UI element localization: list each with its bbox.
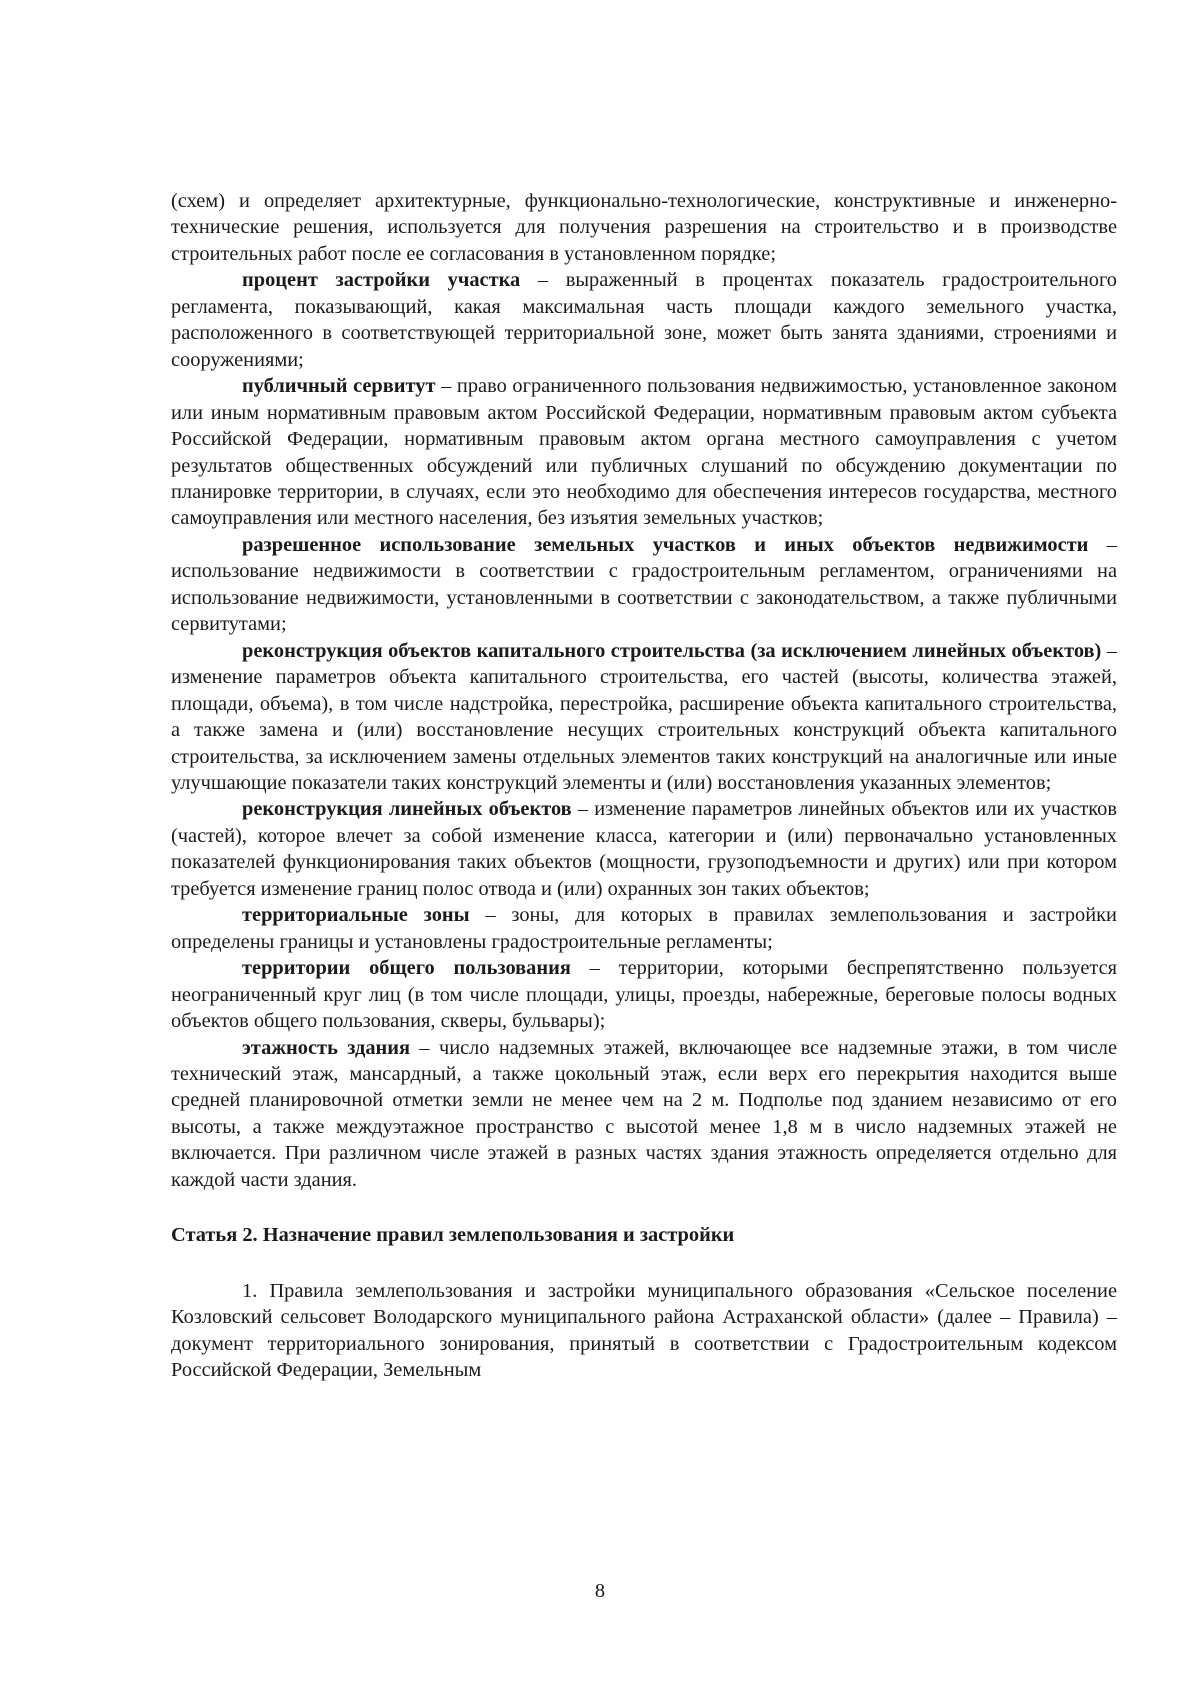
definition-text: – выраженный в процентах показатель градостроительного регламента, показывающий, какая максимальная часть площади каждого земельного участка, расположенного в соответствующей территориальной зоне, может быть занята зданиями, строениями и сооружениями; <box>171 269 1117 371</box>
paragraph-continuation <box>171 188 1117 267</box>
page-number: 8 <box>594 1580 606 1602</box>
paragraph-text: (схем) и определяет архитектурные, функционально-технологические, конструктивные и инженерно-технические решения, используется для получения разрешения на строительство и в производстве строительных работ после ее согласования в установленном порядке; <box>171 190 1117 265</box>
definition-text: – территории, которыми беспрепятственно пользуется неограниченный круг лиц (в том числе площади, улицы, проезды, набережные, береговые полосы водных объектов общего пользования, скверы, бульвары); <box>171 957 1117 1033</box>
definition-term: процент застройки участка <box>242 269 521 292</box>
definition-building-storeys <box>171 1035 1117 1194</box>
definition-reconstruction-capital <box>171 638 1117 797</box>
article-heading: Статья 2. Назначение правил землепользования и застройки <box>171 1224 735 1247</box>
definition-term: разрешенное использование земельных участков и иных объектов недвижимости <box>242 533 1089 556</box>
article-paragraph: 1. Правила землепользования и застройки муниципального образования «Сельское поселение Козловский сельсовет Володарского муниципального района Астраханской области» (далее – Правила) – документ территориального зонирования, принятый в соответствии с Градостроительным кодексом Российской Федерации, Земельным <box>171 1279 1117 1382</box>
definition-term: реконструкция объектов капитального строительства (за исключением линейных объектов) <box>242 639 1102 662</box>
definition-term: территориальные зоны <box>242 904 470 927</box>
document-page <box>171 188 1117 1383</box>
definition-text: – число надземных этажей, включающее все надземные этажи, в том числе технический этаж, мансардный, а также цокольный этаж, если верх его перекрытия находится выше средней планировочной отметки земли не менее чем на 2 м. Подполье под зданием независимо от его высоты, а также междуэтажное пространство с высотой менее 1,8 м в число надземных этажей не включается. При различном числе этажей в разных частях здания этажность определяется отдельно для каждой части здания. <box>171 1036 1117 1191</box>
definition-public-territories <box>171 955 1117 1034</box>
definition-term: этажность здания <box>242 1036 411 1059</box>
definition-text: – право ограниченного пользования недвижимостью, установленное законом или иным нормативным правовым актом Российской Федерации, нормативным правовым актом субъекта Российской Федерации, нормативным правовым актом органа местного самоуправления с учетом результатов общественных обсуждений или публичных слушаний по обсуждению документации по планировке территории, в случаях, если это необходимо для обеспечения интересов государства, местного самоуправления или местного населения, без изъятия земельных участков; <box>171 375 1117 530</box>
definition-text: – изменение параметров объекта капитального строительства, его частей (высоты, количества этажей, площади, объема), в том числе надстройка, перестройка, расширение объекта капитального строительства, а также замена и (или) восстановление несущих строительных конструкций объекта капитального строительства, за исключением замены отдельных элементов таких конструкций на аналогичные или иные улучшающие показатели таких конструкций элементы и (или) восстановления указанных элементов; <box>171 639 1118 794</box>
definition-text: – зоны, для которых в правилах землепользования и застройки определены границы и установлены градостроительные регламенты; <box>171 904 1117 953</box>
definition-term: территории общего пользования <box>242 957 571 980</box>
definition-term: реконструкция линейных объектов <box>242 798 572 821</box>
definition-text: – изменение параметров линейных объектов или их участков (частей), которое влечет за собой изменение класса, категории и (или) первоначально установленных показателей функционирования таких объектов (мощности, грузоподъемности и других) или при котором требуется изменение границ полос отвода и (или) охранных зон таких объектов; <box>171 798 1117 900</box>
definition-percent-built <box>171 267 1117 373</box>
definition-public-servitude <box>171 373 1117 532</box>
definition-permitted-use <box>171 532 1117 638</box>
definition-reconstruction-linear <box>171 796 1117 902</box>
definition-text: – использование недвижимости в соответствии с градостроительным регламентом, ограничениями на использование недвижимости, установленными в соответствии с законодательством, а также публичными сервитутами; <box>171 533 1117 636</box>
definition-territorial-zones <box>171 902 1117 955</box>
definition-term: публичный сервитут <box>242 375 436 398</box>
